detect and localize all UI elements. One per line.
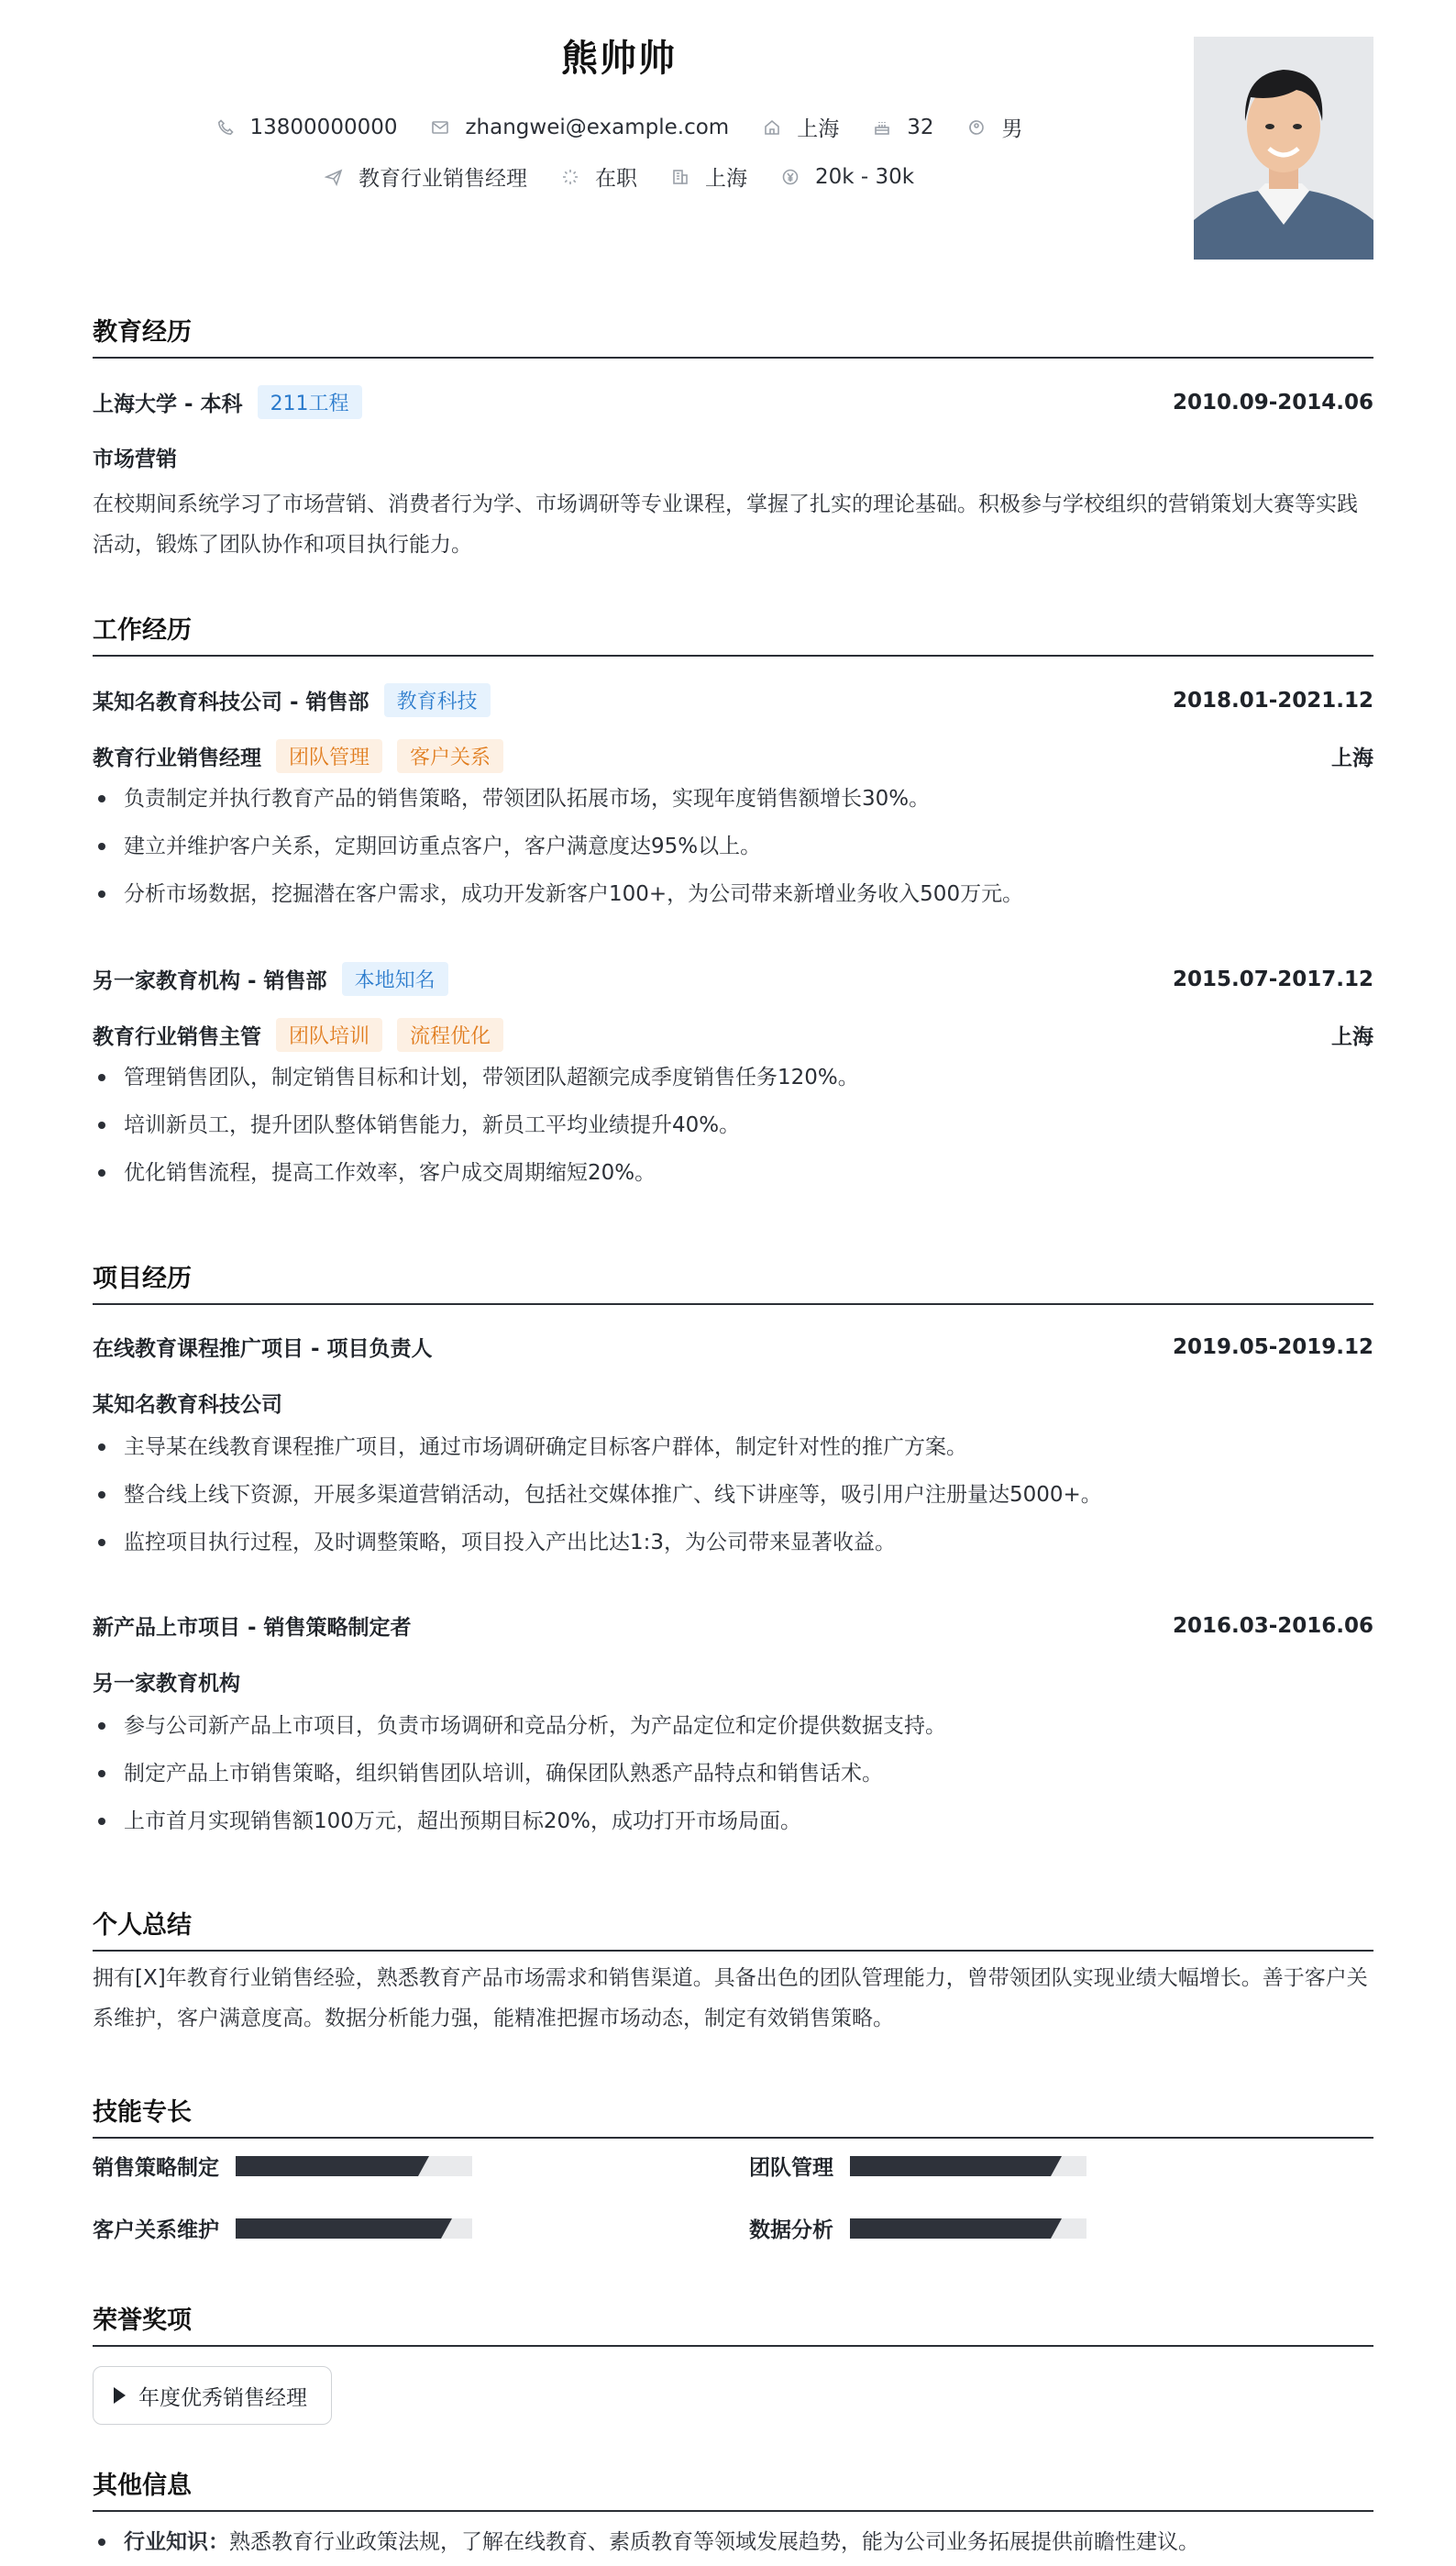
list-item: 分析市场数据，挖掘潜在客户需求，成功开发新客户100+，为公司带来新增业务收入500万元。 [93, 870, 1373, 918]
work-title: 工作经历 [93, 610, 1373, 657]
work-section [93, 610, 1373, 1185]
education-description: 在校期间系统学习了市场营销、消费者行为学、市场调研等专业课程，掌握了扎实的理论基础。积极参与学校组织的营销策划大赛等实践活动，锻炼了团队协作和项目执行能力。 [93, 492, 1358, 557]
list-item: 管理销售团队，制定销售目标和计划，带领团队超额完成季度销售任务120%。 [93, 1054, 1373, 1101]
list-item: 整合线上线下资源，开展多渠道营销活动，包括社交媒体推广、线下讲座等，吸引用户注册量达5000+。 [93, 1471, 1373, 1519]
skill-item [93, 2213, 472, 2243]
email-info [430, 116, 729, 139]
skill-item [93, 2151, 472, 2181]
work-2-role-tag: 流程优化 [397, 1018, 503, 1052]
other-label: 行业知识： [124, 2530, 229, 2554]
skill-fill [850, 2218, 1051, 2239]
project-1-name: 在线教育课程推广项目 - 项目负责人 [93, 1337, 433, 1361]
project-1-header [93, 1332, 1373, 1362]
project-1-date: 2019.05-2019.12 [1172, 1334, 1373, 1359]
skill-bar [236, 2218, 472, 2239]
skill-fill [236, 2156, 418, 2176]
triangle-right-icon [114, 2387, 126, 2404]
other-text: 熟悉教育行业政策法规，了解在线教育、素质教育等领域发展趋势，能为公司业务拓展提供前瞻性建议。 [229, 2530, 1199, 2554]
work-2-location: 上海 [1331, 1025, 1373, 1049]
yen-icon [780, 167, 800, 187]
list-item: 培训新员工，提升团队整体销售能力，新员工平均业绩提升40%。 [93, 1101, 1373, 1149]
award-label: 年度优秀销售经理 [138, 2385, 307, 2410]
building-icon [670, 167, 690, 187]
city-info [670, 161, 747, 192]
list-item: 监控项目执行过程，及时调整策略，项目投入产出比达1:3，为公司带来显著收益。 [93, 1519, 1373, 1566]
gender-text: 男 [1001, 117, 1023, 141]
work-2-header [93, 962, 1373, 996]
awards-section [93, 2300, 1373, 2410]
skill-fill [850, 2156, 1051, 2176]
contact-row [0, 112, 1238, 142]
gender-icon [966, 117, 987, 138]
status-info [560, 161, 637, 192]
list-item: 优化销售流程，提高工作效率，客户成交周期缩短20%。 [93, 1149, 1373, 1197]
other-bullets [93, 2518, 1373, 2566]
cake-icon [872, 117, 892, 138]
work-2-role-tag: 团队培训 [276, 1018, 382, 1052]
list-item: 主导某在线教育课程推广项目，通过市场调研确定目标客户群体，制定针对性的推广方案。 [93, 1423, 1373, 1471]
education-date: 2010.09-2014.06 [1172, 390, 1373, 415]
work-2-bullets [93, 1054, 1373, 1197]
summary-text: 拥有[X]年教育行业销售经验，熟悉教育产品市场需求和销售渠道。具备出色的团队管理能力，曾带领团队实现业绩大幅增长。善于客户关系维护，客户满意度高。数据分析能力强，能精准把握市场动态，制定有效销售策略。 [93, 1966, 1368, 2030]
project-2-name: 新产品上市项目 - 销售策略制定者 [93, 1616, 412, 1640]
other-title: 其他信息 [93, 2465, 1373, 2512]
work-1-date: 2018.01-2021.12 [1172, 688, 1373, 713]
skill-bar [236, 2156, 472, 2176]
list-item: 负责制定并执行教育产品的销售策略，带领团队拓展市场，实现年度销售额增长30%。 [93, 775, 1373, 823]
home-icon [762, 117, 782, 138]
skills-section [93, 2092, 1373, 2242]
hometown-info [762, 112, 839, 142]
projects-section [93, 1258, 1373, 1833]
work-1-company: 某知名教育科技公司 - 销售部 [93, 691, 370, 714]
salary-text: 20k - 30k [814, 164, 915, 189]
project-1-org-row [93, 1388, 1373, 1418]
education-title: 教育经历 [93, 312, 1373, 359]
summary-title: 个人总结 [93, 1905, 1373, 1952]
job-intent-row [0, 161, 1238, 192]
skill-bar [850, 2156, 1086, 2176]
awards-title: 荣誉奖项 [93, 2300, 1373, 2347]
list-item: 制定产品上市销售策略，组织销售团队培训，确保团队熟悉产品特点和销售话术。 [93, 1750, 1373, 1797]
project-1-bullets [93, 1423, 1373, 1566]
avatar-photo [1194, 37, 1373, 260]
loading-icon [560, 167, 580, 187]
skill-name: 客户关系维护 [93, 2218, 219, 2242]
list-item: 上市首月实现销售额100万元，超出预期目标20%，成功打开市场局面。 [93, 1797, 1373, 1845]
list-item: 建立并维护客户关系，定期回访重点客户，客户满意度达95%以上。 [93, 823, 1373, 870]
gender-info [966, 112, 1022, 142]
award-item[interactable] [93, 2366, 332, 2425]
project-2-org-row [93, 1666, 1373, 1697]
salary-info [780, 165, 914, 189]
send-icon [324, 167, 344, 187]
mail-icon [430, 117, 450, 138]
major-name: 市场营销 [93, 448, 177, 471]
skills-title: 技能专长 [93, 2092, 1373, 2139]
work-1-role-tag: 客户关系 [397, 739, 503, 773]
education-header-row [93, 385, 1373, 419]
candidate-name: 熊帅帅 [561, 38, 677, 80]
list-item [93, 2518, 1373, 2566]
major-row [93, 442, 1373, 472]
work-1-role: 教育行业销售经理 [93, 747, 261, 770]
skill-name: 销售策略制定 [93, 2156, 219, 2180]
list-item: 参与公司新产品上市项目，负责市场调研和竞品分析，为产品定位和定价提供数据支持。 [93, 1702, 1373, 1750]
work-2-company: 另一家教育机构 - 销售部 [93, 969, 327, 993]
project-1-org: 某知名教育科技公司 [93, 1393, 282, 1417]
work-1-role-row [93, 739, 1373, 773]
work-1-bullets [93, 775, 1373, 918]
school-name: 上海大学 - 本科 [93, 393, 243, 416]
email-text: zhangwei@example.com [465, 115, 730, 139]
projects-title: 项目经历 [93, 1258, 1373, 1305]
phone-info [215, 116, 398, 139]
summary-section [93, 1905, 1373, 2030]
work-1-location: 上海 [1331, 747, 1373, 770]
other-section [93, 2465, 1373, 2554]
skill-name: 数据分析 [749, 2218, 833, 2242]
education-section [93, 312, 1373, 557]
project-2-date: 2016.03-2016.06 [1172, 1613, 1373, 1638]
hometown-text: 上海 [797, 117, 840, 141]
age-text: 32 [907, 115, 934, 139]
skill-bar [850, 2218, 1086, 2239]
school-tag: 211工程 [258, 385, 362, 419]
skill-item [749, 2151, 1086, 2181]
work-1-role-tag: 团队管理 [276, 739, 382, 773]
city-text: 上海 [704, 167, 747, 191]
work-1-header [93, 683, 1373, 717]
project-2-header [93, 1610, 1373, 1641]
status-text: 在职 [594, 167, 637, 191]
project-2-bullets [93, 1702, 1373, 1845]
phone-icon [215, 117, 236, 138]
skill-name: 团队管理 [749, 2156, 833, 2180]
work-1-company-tag: 教育科技 [384, 683, 491, 717]
work-2-role-row [93, 1018, 1373, 1052]
skill-item [749, 2213, 1086, 2243]
age-info [872, 116, 933, 139]
position-text: 教育行业销售经理 [358, 167, 527, 191]
skill-fill [236, 2218, 441, 2239]
phone-text: 13800000000 [249, 115, 398, 139]
position-info [324, 161, 527, 192]
work-2-role: 教育行业销售主管 [93, 1025, 261, 1049]
work-2-company-tag: 本地知名 [342, 962, 448, 996]
project-2-org: 另一家教育机构 [93, 1672, 240, 1696]
work-2-date: 2015.07-2017.12 [1172, 967, 1373, 991]
